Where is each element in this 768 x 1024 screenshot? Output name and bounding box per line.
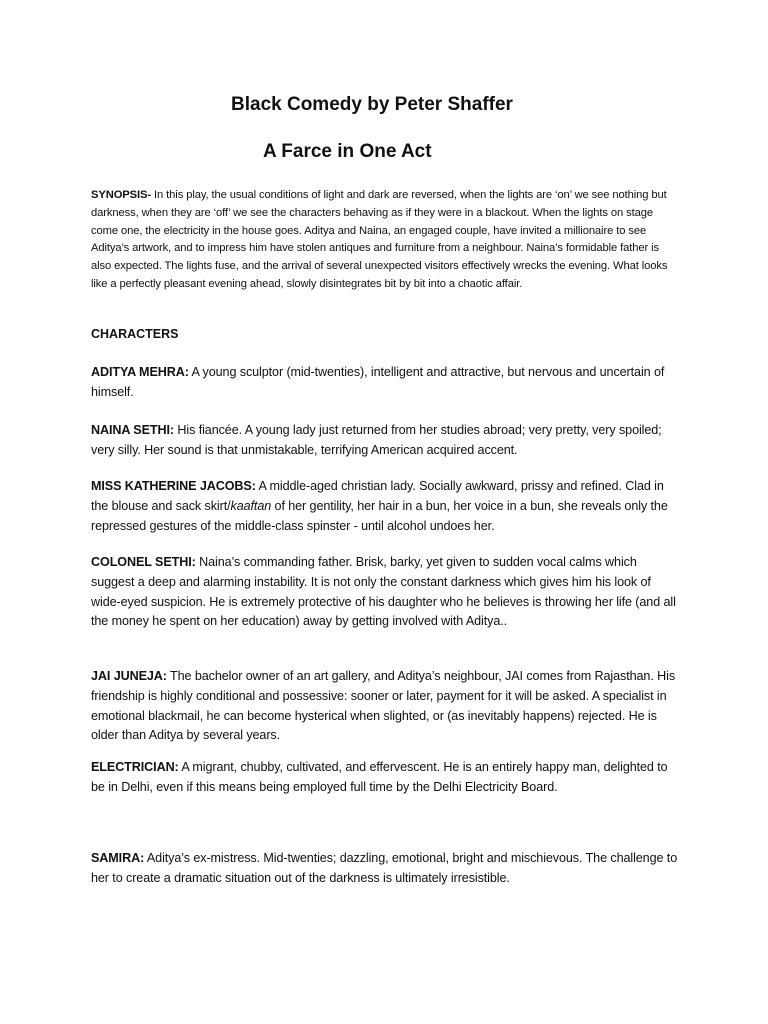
- character-name: ELECTRICIAN:: [91, 760, 179, 774]
- character-entry-naina: [91, 421, 681, 461]
- character-name: JAI JUNEJA:: [91, 669, 167, 683]
- document-title: Black Comedy by Peter Shaffer: [231, 94, 513, 115]
- character-entry-aditya: [91, 363, 681, 403]
- synopsis-text: In this play, the usual conditions of light and dark are reversed, when the lights are ‘on’ we see nothing but darkness, when they are ‘off’ we see the characters behaving as if they were in a blackout. When the lights on stage come one, the electricity in the house goes. Aditya and Naina, an engaged couple, have invited a millionaire to see Aditya’s artwork, and to impress him have stolen antiques and furniture from a neighbour. Naina’s formidable father is also expected. The lights fuse, and the arrival of several unexpected visitors effectively wrecks the evening. What looks like a perfectly pleasant evening ahead, slowly disintegrates bit by bit into a chaotic affair.: [91, 189, 668, 290]
- synopsis-label: SYNOPSIS-: [91, 189, 152, 201]
- character-entry-samira: [91, 849, 681, 889]
- character-description-after: of her gentility, her hair in a bun, her voice in a bun, she reveals only the repressed gestures of the middle-class spinster - until alcohol undoes her.: [91, 498, 668, 533]
- character-name: MISS KATHERINE JACOBS:: [91, 479, 256, 493]
- character-entry-colonel: [91, 553, 681, 632]
- character-description: His fiancée. A young lady just returned from her studies abroad; very pretty, very spoiled; very silly. Her sound is that unmistakable, terrifying American acquired accent.: [91, 423, 662, 457]
- character-name: SAMIRA:: [91, 851, 145, 865]
- character-entry-electrician: [91, 758, 681, 798]
- character-description: Naina’s commanding father. Brisk, barky, yet given to sudden vocal calms which suggest a deep and alarming instability. It is not only the constant darkness which gives him his look of wide-eyed suspicion. He is extremely protective of his daughter who he believes is throwing her life (and all the money he spent on her education) away by getting involved with Aditya..: [91, 555, 676, 629]
- character-name: NAINA SETHI:: [91, 423, 174, 437]
- character-name: ADITYA MEHRA:: [91, 365, 189, 379]
- character-description: The bachelor owner of an art gallery, and Aditya’s neighbour, JAI comes from Rajasthan. His friendship is highly conditional and possessive: sooner or later, payment for it will be asked. A specialist in emotional blackmail, he can become hysterical when slighted, or (as inevitably happens) rejected. He is older than Aditya by several years.: [91, 669, 676, 743]
- character-description-italic: kaaftan: [230, 498, 272, 513]
- characters-heading: CHARACTERS: [91, 327, 179, 341]
- character-description: A young sculptor (mid-twenties), intelligent and attractive, but nervous and uncertain of himself.: [91, 365, 665, 399]
- character-entry-jai: [91, 667, 681, 746]
- character-entry-katherine: [91, 477, 681, 536]
- character-description: Aditya’s ex-mistress. Mid-twenties; dazzling, emotional, bright and mischievous. The challenge to her to create a dramatic situation out of the darkness is ultimately irresistible.: [91, 851, 678, 885]
- character-description-before: A middle-aged christian lady. Socially awkward, prissy and refined. Clad in the blouse and sack skirt/: [91, 479, 664, 513]
- character-name: COLONEL SETHI:: [91, 555, 196, 569]
- synopsis-paragraph: [91, 187, 681, 294]
- document-subtitle: A Farce in One Act: [263, 141, 432, 162]
- character-description: A migrant, chubby, cultivated, and effervescent. He is an entirely happy man, delighted to be in Delhi, even if this means being employed full time by the Delhi Electricity Board.: [91, 760, 668, 794]
